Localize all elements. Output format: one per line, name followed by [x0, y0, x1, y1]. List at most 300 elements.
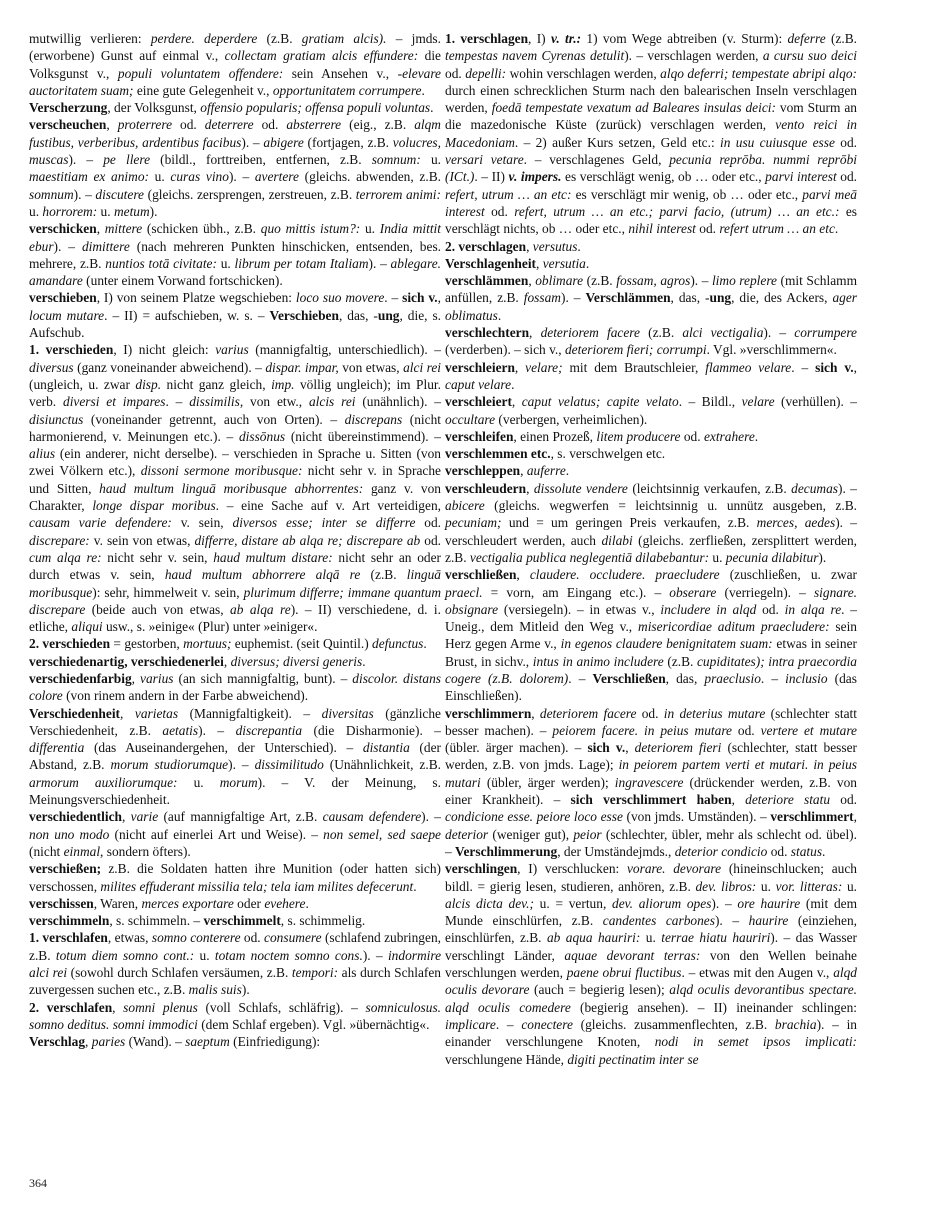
- latin-term: dissimilitudo: [254, 757, 324, 773]
- entry-text: (mit dem Munde einschlürfen, z.B.: [445, 895, 858, 929]
- entry-text: ). –: [241, 134, 264, 150]
- entry-text: , I) nicht gleich:: [113, 342, 216, 358]
- entry-text: ,: [529, 325, 541, 341]
- entry-text: (z.B.: [663, 653, 697, 669]
- entry-text: (fortjagen, z.B.: [303, 134, 393, 150]
- entry-text: es verschlägt wenig, ob … oder etc.,: [561, 169, 766, 185]
- latin-term: opportunitatem corrumpere: [272, 82, 422, 98]
- entry-text: , I) verschlucken:: [517, 861, 627, 877]
- entry-text: (versiegeln). – in etwas v.,: [498, 601, 661, 617]
- latin-term: in egenos claudere benignitatem suam:: [560, 636, 773, 652]
- entry-headword: v. impers.: [508, 169, 562, 185]
- entry-text: . – II) = aufschieben, w. s. –: [104, 307, 270, 323]
- entry-text: (drückender werden, z.B. von einer Krankheit). –: [445, 774, 857, 808]
- latin-term: differre, distare ab alqa re; discrepare ab: [194, 532, 421, 548]
- latin-term: in peiorem partem verti et mutari. in peius mutari: [445, 757, 857, 790]
- entry-text: ). –: [838, 480, 857, 496]
- entry-headword: verschlimmert: [770, 809, 854, 825]
- dictionary-entry: [29, 860, 441, 895]
- entry-text: ). –: [198, 722, 236, 738]
- entry-text: . – 2) außer Kurs setzen, Geld etc.:: [514, 134, 721, 150]
- dictionary-entry: [445, 860, 857, 1068]
- entry-text: (nicht auf einerlei Art und Weise). –: [109, 826, 324, 842]
- latin-term: nihil interest: [628, 221, 696, 237]
- entry-text: od.: [695, 221, 720, 237]
- entry-text: ). – verschlagen werden,: [624, 48, 763, 64]
- latin-term: limo replere: [711, 273, 777, 289]
- latin-term: alcis rei: [308, 394, 356, 410]
- latin-term: alcis dicta dev.;: [445, 895, 534, 911]
- entry-headword: verschleudern: [445, 480, 527, 496]
- entry-text: (ungleich, u. zwar: [29, 376, 136, 392]
- entry-text: ,: [526, 480, 534, 496]
- entry-text: verschlungene Hände,: [445, 1051, 568, 1067]
- entry-text: von etwas,: [338, 359, 404, 375]
- latin-term: consumere: [264, 930, 322, 946]
- dictionary-entry: [29, 912, 441, 929]
- latin-term: haud multum distare:: [213, 549, 333, 565]
- latin-term: aquae devorant terras:: [564, 947, 701, 963]
- latin-term: gratiam alcis).: [301, 31, 387, 46]
- latin-term: vento reici in Macedoniam: [445, 117, 857, 150]
- entry-text: ,: [625, 740, 635, 756]
- entry-headword: verscheuchen: [29, 117, 107, 133]
- latin-term: deteriore statu: [745, 792, 831, 808]
- entry-headword: sich v.: [587, 740, 626, 756]
- latin-term: fossam: [523, 290, 561, 306]
- entry-text: (mannigfaltig, unterschiedlich). –: [248, 342, 441, 358]
- latin-term: refert utrum … an etc: [719, 221, 835, 237]
- entry-text: (gleichs. zersprengen, zerstreuen, z.B.: [143, 186, 356, 202]
- entry-text: od.: [445, 65, 466, 81]
- latin-term: maestitiam ex animo:: [29, 169, 149, 185]
- entry-text: ,: [120, 705, 135, 721]
- entry-headword: v. tr.:: [550, 31, 582, 46]
- latin-term: inclusio: [785, 670, 828, 686]
- entry-text: euphemist. (seit Quintil.): [231, 636, 373, 652]
- entry-text: (gänzliche Verschiedenheit, z.B.: [29, 705, 442, 738]
- entry-headword: Verschlämmen: [585, 290, 671, 306]
- entry-text: es verschlägt nichts, ob … oder etc.,: [445, 203, 857, 237]
- entry-text: ,: [531, 705, 540, 721]
- entry-text: (weniger gut),: [488, 826, 574, 842]
- dictionary-entry: [445, 445, 857, 462]
- entry-text: nicht sehr v. sein,: [101, 549, 214, 565]
- latin-term: flammeo velare: [705, 359, 792, 375]
- latin-term: parvi meā interest: [445, 186, 857, 219]
- entry-text: eine gute Gelegenheit v.,: [133, 82, 273, 98]
- latin-term: versutia: [542, 255, 586, 271]
- entry-headword: verschleiern: [445, 359, 515, 375]
- dictionary-entry: [445, 255, 857, 272]
- entry-text: ,: [520, 463, 527, 479]
- dictionary-entry: [29, 999, 441, 1034]
- entry-text: etwas in seiner Brust, in sichv.,: [445, 636, 857, 669]
- entry-text: u.: [709, 549, 726, 565]
- entry-text: .: [497, 307, 502, 323]
- latin-term: varietas: [134, 705, 179, 721]
- entry-text: (nach mehreren Punkten hinschicken, entsenden, bes. mehrere, z.B.: [29, 238, 441, 271]
- latin-term: malis suis: [188, 982, 242, 998]
- latin-term: pecunia dilabitur: [725, 549, 819, 565]
- latin-term: horrorem:: [42, 203, 98, 219]
- latin-term: brachia: [774, 1016, 817, 1032]
- entry-text: ,: [223, 653, 231, 669]
- entry-headword: 1. verschlafen: [29, 930, 108, 946]
- latin-term: ablegare. amandare: [29, 255, 441, 289]
- latin-term: intus in animo includere: [532, 653, 664, 669]
- entry-text: , s. schimmeln. –: [109, 913, 204, 929]
- latin-term: varie: [130, 809, 159, 825]
- entry-text: od.: [484, 203, 515, 219]
- latin-term: deferre: [787, 31, 826, 46]
- latin-term: metum: [113, 203, 150, 219]
- entry-headword: verschiedenfarbig: [29, 670, 132, 686]
- dictionary-entry: [445, 480, 857, 566]
- entry-headword: Verschieben: [269, 307, 339, 323]
- latin-term: populi voluntatem offendere:: [117, 65, 284, 81]
- latin-term: terrorem animi:: [355, 186, 441, 202]
- latin-term: tempestas navem Cyrenas detulit: [445, 48, 625, 64]
- entry-text: (einziehen, einschlürfen, z.B.: [445, 913, 857, 946]
- entry-headword: verschiedenartig, verschiedenerlei: [29, 653, 224, 669]
- latin-term: diversos esse; inter se differre: [232, 515, 416, 531]
- entry-text: ,: [85, 1034, 92, 1050]
- entry-text: u.: [360, 221, 380, 237]
- entry-text: .: [834, 221, 839, 237]
- entry-text: nicht sehr an oder durch etwas v. sein,: [29, 549, 441, 583]
- latin-term: ager oblimatus: [445, 290, 858, 323]
- entry-headword: Verschließen: [592, 670, 666, 686]
- entry-text: als durch Schlafen zuvergessen suchen etc., z.B.: [29, 965, 441, 998]
- latin-term: loco suo movere: [295, 290, 385, 306]
- dictionary-entry: [445, 705, 857, 861]
- entry-text: ). – in einander verschlungene Knoten,: [445, 1016, 857, 1050]
- latin-term: merces, aedes: [756, 515, 836, 531]
- latin-term: haurire: [748, 913, 789, 929]
- latin-term: litem producere: [596, 428, 681, 444]
- entry-text: ,: [106, 117, 118, 133]
- entry-text: .: [305, 895, 309, 911]
- entry-text: ). –: [73, 186, 96, 202]
- entry-headword: Verschlagenheit: [445, 255, 537, 271]
- latin-term: aliqui: [71, 619, 103, 635]
- latin-term: ab aqua hauriri:: [546, 930, 641, 946]
- dictionary-entry: [445, 272, 857, 324]
- entry-headword: verschieben: [29, 290, 97, 306]
- latin-term: depelli:: [465, 65, 507, 81]
- entry-text: , die, s. Aufschub.: [29, 307, 442, 341]
- entry-text: , I) von seinem Platze wegschieben:: [96, 290, 296, 306]
- entry-text: , die, des Ackers,: [731, 290, 833, 306]
- latin-term: dev. libros:: [695, 878, 757, 894]
- entry-text: u.: [756, 878, 776, 894]
- entry-text: ,: [516, 567, 530, 583]
- entry-text: ). –: [228, 757, 255, 773]
- entry-text: . – Bildl.,: [678, 394, 742, 410]
- entry-headword: 2. verschlagen: [445, 238, 527, 254]
- entry-text: (z.B.: [583, 273, 617, 289]
- entry-text: ). –: [763, 325, 795, 341]
- entry-text: ). –: [368, 255, 391, 271]
- entry-text: od.: [836, 169, 857, 185]
- entry-text: .: [754, 428, 759, 444]
- latin-term: dispar. impar,: [265, 359, 339, 375]
- latin-term: causam varie defendere:: [29, 515, 172, 531]
- latin-term: -elevare auctoritatem suam;: [29, 65, 441, 98]
- entry-headword: verschimmeln: [29, 913, 110, 929]
- latin-term: alqd oculis devorantibus spectare. alqd oculis comedere: [445, 982, 857, 1015]
- entry-text: ). – das Wasser verschlingt Länder,: [445, 930, 857, 963]
- latin-term: India mittit ebur: [29, 221, 441, 254]
- entry-headword: verschiedentlich: [29, 809, 122, 825]
- entry-text: (begierig ansehen). – II) ineinander schlingen:: [570, 999, 857, 1015]
- latin-term: volucres, muscas: [29, 134, 441, 168]
- entry-text: (schlechter, statt besser werden, z.B. von jmds. Lage);: [445, 740, 858, 773]
- entry-text: (beide auch von etwas,: [85, 601, 231, 617]
- latin-term: plurimum differre; immane quantum discrepare: [29, 584, 442, 617]
- entry-text: (verriegeln). –: [716, 584, 814, 600]
- entry-text: (mit Schlamm anfüllen, z.B.: [445, 273, 858, 306]
- latin-term: armorum auxiliorumque:: [29, 774, 178, 790]
- entry-text: (Wand). –: [125, 1034, 186, 1050]
- latin-term: fossam, agros: [616, 273, 691, 289]
- entry-text: . – verschlagenes Geld,: [523, 152, 670, 168]
- latin-term: refert, utrum … an etc:: [445, 186, 572, 202]
- entry-text: u.: [97, 203, 114, 219]
- dictionary-entry: [445, 359, 857, 394]
- latin-term: pe llere: [103, 152, 151, 168]
- entry-text: (unter einem Vorwand fortschicken).: [82, 273, 283, 289]
- entry-text: (Mannigfaltigkeit). –: [178, 705, 322, 721]
- latin-term: alqd oculis devorare: [445, 965, 857, 998]
- entry-headword: 2. verschieden: [29, 636, 111, 652]
- entry-text: od.: [756, 601, 785, 617]
- entry-text: .: [565, 463, 570, 479]
- entry-text: od.: [240, 930, 265, 946]
- entry-text: od.: [415, 515, 442, 531]
- latin-term: misericordiae aditum praecludere:: [638, 619, 830, 635]
- entry-text: u.: [842, 878, 857, 894]
- entry-text: (eig., z.B.: [341, 117, 415, 133]
- entry-text: ,: [853, 359, 857, 375]
- entry-text: v. sein von etwas,: [89, 532, 195, 548]
- entry-text: (das Auseinandergehen, der Unterschied). –: [84, 740, 363, 756]
- entry-text: u.: [216, 255, 235, 271]
- latin-term: collectam gratiam alcis effundere:: [224, 48, 419, 64]
- entry-text: = gestorben,: [110, 636, 184, 652]
- entry-text: u.: [420, 152, 442, 168]
- entry-text: (z.B.: [360, 567, 407, 583]
- dictionary-entry: [445, 462, 857, 479]
- entry-text: . – etwas mit den Augen v.,: [681, 965, 834, 981]
- entry-headword: Verscherzung: [29, 100, 108, 116]
- entry-text: (auf mannigfaltige Art, z.B.: [158, 809, 323, 825]
- latin-term: in alqa re: [784, 601, 842, 617]
- entry-text: u.: [177, 774, 220, 790]
- entry-text: .: [413, 878, 417, 894]
- latin-term: digiti pectinatim inter se: [567, 1051, 699, 1067]
- entry-text: od.: [172, 117, 205, 133]
- entry-text: es verschlägt mir wenig, ob … oder etc.,: [571, 186, 803, 202]
- latin-term: saeptum: [185, 1034, 230, 1050]
- entry-headword: verschießen;: [29, 861, 102, 877]
- entry-text: od.: [420, 532, 441, 548]
- latin-term: discutere: [95, 186, 144, 202]
- entry-text: z.B. die Soldaten hatten ihre Munition (oder hatten sich) verschossen,: [29, 861, 441, 894]
- entry-text: ,: [731, 792, 746, 808]
- latin-term: haud multum linguā moribusque abhorrentes:: [99, 480, 364, 496]
- entry-text: .: [585, 255, 590, 271]
- entry-text: (gleichs. zusammenflechten, z.B.: [572, 1016, 775, 1032]
- latin-term: offensio popularis; offensa populi voluntas: [200, 100, 431, 116]
- entry-text: (voneinander getrennt, auch von Orten). –: [83, 411, 345, 427]
- dictionary-entry: [29, 808, 441, 860]
- entry-headword: sich v.: [402, 290, 438, 306]
- entry-text: , Waren,: [93, 895, 142, 911]
- entry-text: od.: [253, 117, 287, 133]
- entry-text: ). – II) verschiedene, d. i. etliche,: [29, 601, 441, 635]
- entry-text: völlig ungleich); im Plur. verb.: [29, 376, 441, 410]
- entry-text: (von jmds. Umständen). –: [622, 809, 771, 825]
- entry-text: wohin verschlagen werden,: [506, 65, 661, 81]
- latin-term: varius: [140, 670, 174, 686]
- entry-text: u.: [194, 947, 215, 963]
- entry-text: ,: [131, 670, 141, 686]
- entry-text: ,: [121, 809, 131, 825]
- dictionary-entry: [445, 324, 857, 359]
- entry-text: ).: [149, 203, 158, 219]
- entry-text: (an sich mannigfaltig, bunt). –: [173, 670, 353, 686]
- latin-term: totam noctem somno cons.: [214, 947, 363, 963]
- dictionary-entry: [29, 289, 441, 341]
- latin-term: alqo deferri; tempestate abripi alqo:: [660, 65, 857, 81]
- entry-text: ). –: [714, 913, 749, 929]
- entry-text: u.: [29, 203, 43, 219]
- entry-text: . –: [568, 670, 593, 686]
- entry-text: . – eine Sache auf v. Art verteidigen,: [215, 498, 441, 514]
- latin-term: alius: [29, 446, 56, 462]
- latin-term: signare. obsignare: [445, 584, 857, 617]
- latin-term: pecuniam;: [445, 515, 502, 531]
- entry-text: ). –: [228, 169, 255, 185]
- latin-term: longe dispar moribus: [92, 498, 216, 514]
- entry-text: , der Volksgunst,: [107, 100, 201, 116]
- entry-text: usw., s. »einige« (Plur) unter »einiger«.: [102, 619, 318, 635]
- entry-text: die Volksgunst v.,: [29, 48, 441, 81]
- entry-text: (leichtsinnig verkaufen, z.B.: [627, 480, 792, 496]
- entry-text: (z.B.: [639, 325, 683, 341]
- latin-term: ore haurire: [737, 895, 801, 911]
- dictionary-entry: [29, 220, 441, 289]
- latin-term: librum per totam Italiam: [234, 255, 369, 271]
- entry-text: nicht sehr v. in Sprache und Sitten,: [29, 463, 441, 496]
- latin-term: pecunia reprōba. nummi reprōbi (ICt.): [445, 152, 857, 185]
- entry-text: (schlechter, übler, mehr als schlecht od. übel). –: [445, 826, 857, 859]
- entry-text: . – II): [474, 169, 509, 185]
- latin-term: deteriorem fieri; corrumpi: [564, 342, 707, 358]
- entry-text: (zuschließen, u. zwar: [719, 567, 857, 583]
- latin-term: ab alqa re: [230, 601, 291, 617]
- latin-term: deterior condicio: [674, 843, 768, 859]
- latin-term: imp.: [271, 376, 295, 392]
- entry-headword: verschließen: [445, 567, 517, 583]
- latin-term: somni plenus: [123, 999, 198, 1015]
- latin-term: velare: [741, 394, 775, 410]
- latin-term: perdere. deperdere: [150, 31, 258, 46]
- latin-term: nodi in semet ipsos implicati:: [654, 1034, 858, 1050]
- latin-term: diversi et impares: [63, 394, 166, 410]
- entry-text: ): sehr, himmelweit v. sein,: [92, 584, 244, 600]
- entry-text: mit dem Brautschleier,: [562, 359, 706, 375]
- dictionary-entry: [29, 341, 441, 635]
- entry-headword: verschlingen: [445, 861, 518, 877]
- dictionary-entry: [29, 670, 441, 705]
- dictionary-entry: [445, 393, 857, 428]
- entry-text: ,: [536, 255, 543, 271]
- latin-term: indormire alci rei: [29, 947, 442, 981]
- latin-term: merces exportare: [141, 895, 234, 911]
- latin-term: einmal: [63, 843, 101, 859]
- entry-headword: verschicken: [29, 221, 97, 237]
- entry-text: ). –: [68, 152, 104, 168]
- entry-text: v. sein,: [171, 515, 233, 531]
- entry-text: (bildl., forttreiben, entfernen, z.B.: [150, 152, 372, 168]
- latin-term: auferre: [526, 463, 566, 479]
- entry-text: , das, -: [670, 290, 710, 306]
- latin-term: somniculosus. somno deditus. somni immodici: [29, 999, 442, 1032]
- entry-text: (die Disharmonie). –: [302, 722, 441, 738]
- entry-text: . –: [165, 394, 190, 410]
- entry-text: ganz v. von Charakter,: [29, 480, 441, 514]
- latin-term: oblimare: [535, 273, 584, 289]
- entry-text: ). –: [421, 809, 441, 825]
- latin-term: dissōnus: [238, 428, 286, 444]
- latin-term: non uno modo: [29, 826, 110, 842]
- entry-headword: ung: [709, 290, 732, 306]
- entry-text: , I): [528, 31, 551, 46]
- entry-headword: Verschlag: [29, 1034, 86, 1050]
- latin-term: diversus: [29, 359, 74, 375]
- dictionary-entry: [29, 705, 441, 809]
- entry-text: od.: [636, 705, 664, 721]
- entry-text: . Vgl. »verschlimmern«.: [706, 342, 837, 358]
- latin-term: versari vetare: [445, 152, 524, 168]
- latin-term: dissimilis,: [189, 394, 244, 410]
- entry-text: nicht ganz gleich,: [161, 376, 272, 392]
- entry-text: – jmds. (erworbene) Gunst auf einmal v.,: [29, 31, 441, 64]
- latin-term: praecl.: [445, 584, 483, 600]
- latin-term: differentia: [29, 740, 85, 756]
- entry-headword: verschlämmen: [445, 273, 529, 289]
- latin-term: peior: [573, 826, 602, 842]
- entry-text: .: [362, 653, 366, 669]
- latin-term: morum: [219, 774, 258, 790]
- entry-text: .: [822, 843, 826, 859]
- entry-text: (gleichs. abwenden, z.B.: [298, 169, 441, 185]
- latin-term: deteriorem fieri: [634, 740, 722, 756]
- entry-text: (hineinschlucken; auch bildl. = gierig lesen, studieren, anhören, z.B.: [445, 861, 858, 894]
- latin-term: mortuus;: [183, 636, 232, 652]
- latin-term: a cursu suo deici: [762, 48, 858, 64]
- dictionary-entry: [29, 30, 441, 99]
- entry-text: = vorn, am Eingang etc.). –: [482, 584, 670, 600]
- latin-term: nuntios totā civitate:: [105, 255, 217, 271]
- latin-term: defunctus: [372, 636, 424, 652]
- entry-text: ,: [514, 359, 526, 375]
- entry-text: . – Uneig., dem Mitleid den Weg v.,: [445, 601, 857, 635]
- entry-headword: verschleiert: [445, 394, 512, 410]
